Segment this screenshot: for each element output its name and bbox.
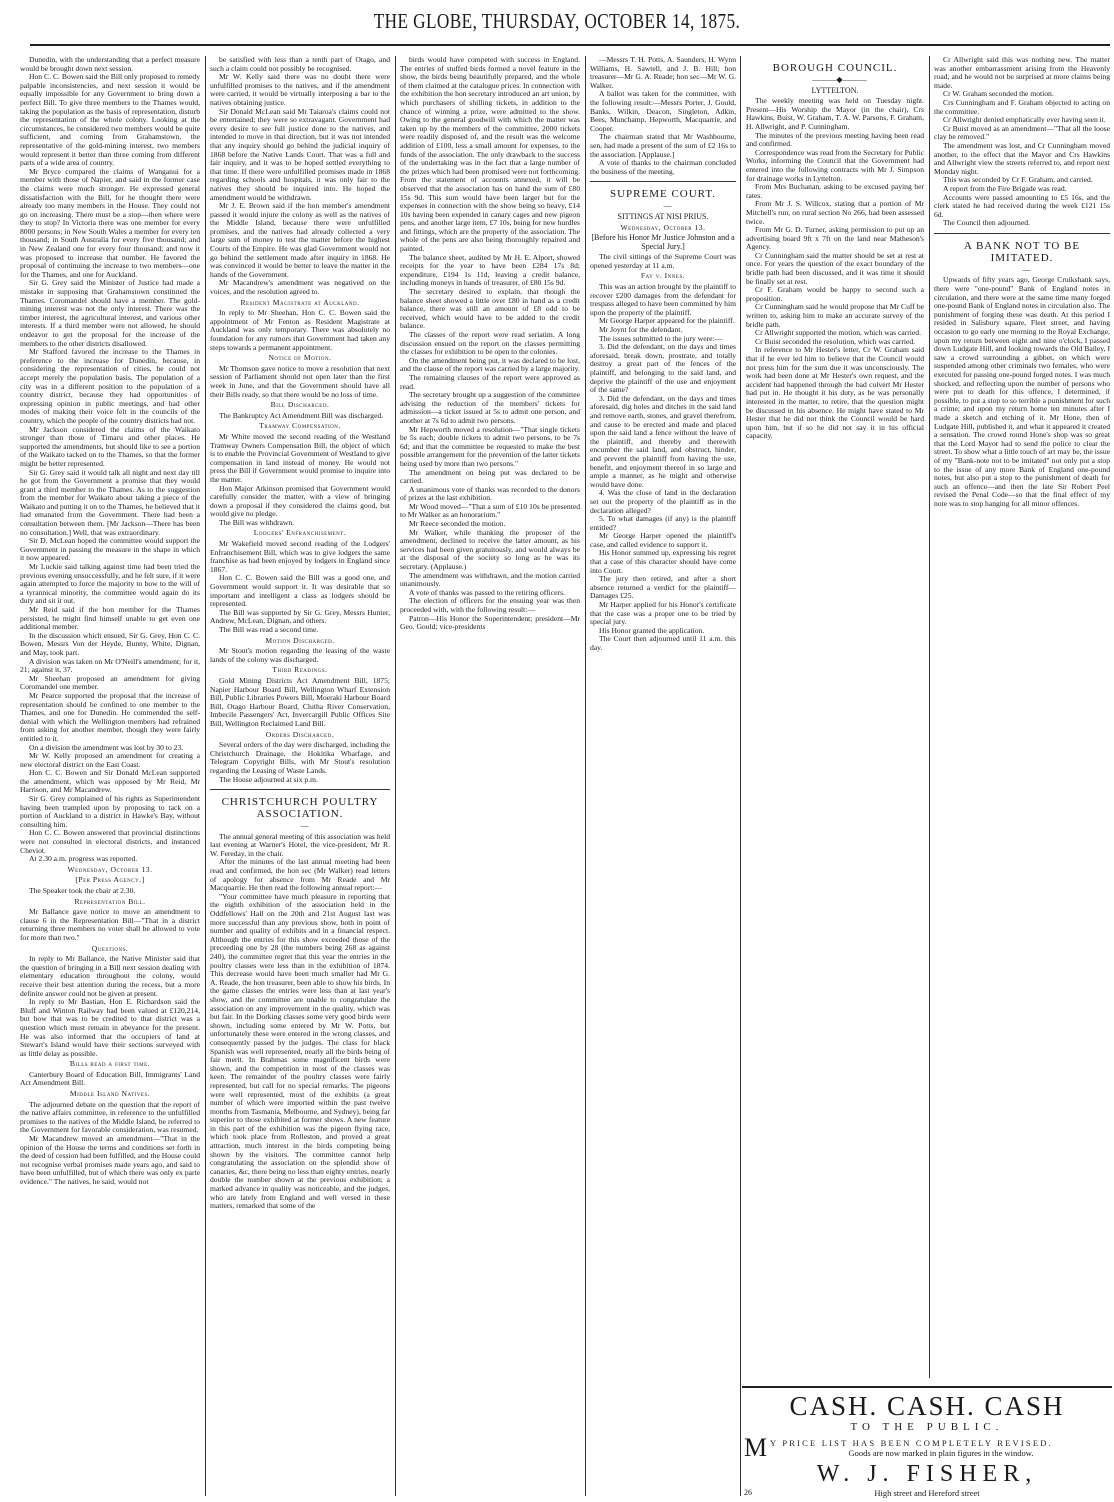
article-title: A BANK NOT TO BE IMITATED. (963, 239, 1081, 264)
paragraph: Cr Allwright denied emphatically ever having seen it. (943, 115, 1106, 125)
paragraph: Sir Donald McLean said Mr Taiaroa's claims could not be entertained; they were so extravagant. Government had every desire to see full justice done to the natives, and intended to move in that direction, but it was not intended that any inquiry should go behind the judicial inquiry of 1868 before the Native Lands Court. That was a full and fair inquiry, and it was to be hoped settled everything to that time. If there were unfulfilled promises made in 1868 regarding schools and hospitals, it was only fair to the natives they should be inquired into. He hoped the amendment would be withdrawn. (210, 106, 390, 202)
ad-drop-initial: M (744, 1433, 768, 1462)
section-heading: Lodgers' Enfranchisement. (253, 528, 347, 538)
paragraph: Hon C. C. Bowen answered that provincial distinctions were not consulted in electoral districts, and instanced Cheviot. (20, 828, 200, 855)
section-heading: Resident Magistrate at Auckland. (240, 297, 360, 307)
paragraph: Sir G. Grey said the Minister of Justice had made a mistake in supposing that Grahamstown constituted the Thames. Coromandel should have a member. The gold-mining interest was not the only interest. There was the timber interest, the agricultural interest, and various other interests. If a third member were not allowed, he should endeavor to get the proposal for the increase of the members to the other districts disallowed. (20, 278, 200, 348)
paragraph: Mr Hepworth moved a resolution—"That single tickets be 5s each; double tickets to admit two persons, to be 7s 6d; and that the committee be requested to make the best possible arrangement for the prevention of the latter tickets being used by more than two persons." (400, 424, 580, 468)
paragraph: Mr Macandrew's amendment was negatived on the voices, and the resolution agreed to. (210, 278, 390, 297)
paragraph: Mr Pearce supported the proposal that the increase of representation should be confined to one member to the Thames, and one for Dunedin. He commended the self-denial with which the Wellington members had refrained from asking for another member, though they were fairly entitled to it. (20, 690, 200, 743)
column-divider (740, 56, 741, 1496)
ornament-divider: — (1022, 264, 1031, 274)
ad-number: 26 (744, 1487, 752, 1497)
paragraph: Gold Mining Districts Act Amendment Bill, 1875; Napier Harbour Board Bill, Wellington Wharf Extension Bill, Public Libraries Powers Bill, Moeraki Harbour Board Bill, Otago Harbour Board, Clutha River Conservation, Imbecile Passengers' Act, Invercargill Public Offices Site Bill, Wellington Reclaimed Land Bill. (210, 675, 390, 728)
paragraph: Hon C. C. Bowen and Sir Donald McLean supported the amendment, which was opposed by Mr Reid, Mr Harrison, and Mr Macandrew. (20, 768, 200, 795)
paragraph: 3. Did the defendant, on the days and times aforesaid, break down, prostrate, and totally destroy a great part of the fences of the plaintiff, and belonging to the said land, and deprive the plaintiff of the use and enjoyment of the same? (590, 342, 736, 395)
paragraph: Mr W. Kelly said there was no doubt there were unfulfilled promises to the natives, and if the amendment were carried, it would be virtually interposing a bar to the natives obtaining justice. (210, 72, 390, 107)
section-heading: Questions. (91, 943, 129, 953)
paragraph: The issues submitted to the jury were:— (599, 333, 723, 343)
paragraph: From Mr J. S. Willcox, stating that a portion of Mr Mitchell's run, on rural section No 266, had been assessed twice. (746, 199, 924, 226)
ornament-divider: — (663, 201, 672, 211)
paragraph: The amendment was lost, and Cr Cunningham moved another, to the effect that the Mayor and Crs Hawkins and Allwright view the streets referred to, and report next Monday night. (934, 140, 1110, 176)
section-heading: Middle Island Natives. (69, 1089, 151, 1099)
paragraph: The Court then adjourned until 11 a.m. this day. (590, 634, 736, 652)
paragraph: The Bill was supported by Sir G. Grey, Messrs Hunter, Andrew, McLean, Dignan, and others. (210, 607, 390, 626)
paragraph: Correspondence was read from the Secretary for Public Works, informing the Council that the Government had entered into the following contracts with Mr J. Simpson for drainage works in Lyttelton. (746, 147, 924, 183)
paragraph: Cr Allwright supported the motion, which was carried. (755, 328, 921, 338)
paragraph: A vote of thanks to the chairman concluded the business of the meeting. (590, 158, 736, 176)
paragraph: Sir G. Grey complained of his rights as Superintendent having been trampled upon by proposing to tack on a portion of Auckland to a district in Hawke's Bay, without consulting him. (20, 794, 200, 829)
paragraph: His Honor summed up, expressing his regret that a case of this character should have come into Court. (590, 548, 736, 575)
paragraph: Hon Major Atkinson promised that Government would carefully consider the matter, with a view of bringing down a proposal if they considered the claims good, but would give no pledge. (210, 483, 390, 519)
column-divider (585, 56, 586, 1496)
paragraph: Cr Allwright said this was nothing new. The matter was another embarrassment arising from the Heavenly road, and he would not be surprised at more claims being made. (934, 56, 1110, 90)
paragraph: Mr Stout's motion regarding the leasing of the waste lands of the colony was discharged. (210, 646, 390, 664)
paragraph: This was seconded by Cr F. Graham, and carried. (943, 175, 1093, 185)
paragraph: Mr Luckie said talking against time had been tried the previous evening unsuccessfully, and he felt sure, if it were again attempted to force the majority to bow to the will of a tyrannical minority, the committee would again do its duty and sit it out. (20, 562, 200, 606)
paragraph: 5. To what damages (if any) is the plaintiff entitled? (590, 514, 736, 532)
column-divider (395, 56, 396, 1496)
ad-subhead: TO THE PUBLIC. (850, 1421, 1004, 1433)
paragraph: The Bill was read a second time. (219, 625, 319, 634)
section-heading: Third Readings. (272, 665, 328, 675)
paragraph: The balance sheet, audited by Mr H. E. Alport, showed receipts for the year to have been £284 17s 8d; expenditure, £194 1s 11d, leaving a credit balance, including moneys in hands of treasurer, of £80 15s 9d. (400, 252, 580, 288)
article-subtitle: LYTTELTON. (811, 85, 859, 95)
paragraph: The secretary desired to explain, that though the balance sheet showed a little over £80 in hand as a credit balance, there was still an amount of £8 odd to be received, which would have to be added to the credit balance. (400, 287, 580, 331)
section-heading: Notice of Motion. (268, 353, 332, 363)
paragraph: After the minutes of the last annual meeting had been read and confirmed, the hon sec (Mr Walker) read letters of apology for absence from Mr Reade and Mr Macquarrie. He then read the following annual report:— (210, 857, 390, 893)
paragraph: The jury then retired, and after a short absence returned a verdict for the plaintiff—Damages £25. (590, 574, 736, 601)
paragraph: The amendment was withdrawn, and the motion carried unanimously. (400, 570, 580, 589)
paragraph: Hon C. C. Bowen said the Bill only proposed to remedy palpable inconsistencies, and next session it would be equally impossible for any Government to bring down a perfect Bill. To give three members to the Thames would, taking the population as the basis of representation, disturb the representation of the whole colony. Looking at the circumstances, he considered two members would be quite sufficient, and coming from Grahamstown, the representative of the gold-mining interest, two members would represent it better than three coming from different parts of a wide area of country. (20, 72, 200, 168)
section-heading: Fay v. Innes. (640, 271, 686, 281)
paragraph: From Mrs Buchanan, asking to be excused paying her rates. (746, 182, 924, 200)
paragraph: 4. Was the close of land in the declaration set out the property of the plaintiff as in the declaration alleged? (590, 488, 736, 515)
paragraph: This was an action brought by the plaintiff to recover £200 damages from the defendant for trespass alleged to have been committed by him upon the property of the plaintiff. (590, 282, 736, 317)
column-divider (205, 56, 206, 1496)
paragraph: Sir G. Grey said it would talk all night and next day till he got from the Government a promise that they would grant a third member to the Thames. As to the suggestion from the member for Waikato about taking a piece of the Waikato and putting it on to the Thames, he believed that it had emanated from the Government. There had been a consultation between them. [Mr Jackson—There has been no consultation.] Well, that was extraordinary. (20, 467, 200, 537)
paragraph: The minutes of the previous meeting having been read and confirmed. (746, 130, 924, 149)
ad-address: High street and Hereford street (874, 1487, 980, 1498)
paragraph: Mr Stafford favored the increase to the Thames in preference to the increase for Dunedin, because, in considering the representation of cities, he could not accept merely the population basis. The population of a city was in a different position to the population of a country district, because they had opportunities of expressing opinion in public meetings, and had other modes of making their voice felt in the councils of the country, which the people of the country districts had not. (20, 347, 200, 425)
paragraph: Mr Jackson considered the claims of the Waikato stronger than those of Timaru and other places. He supported the amendments, but should like to see a portion of the Waikato tacked on to the Thames, so that the former might be better represented. (20, 424, 200, 468)
paragraph: Upwards of fifty years ago, George Cruikshank says, there were "one-pound" Bank of England notes in circulation, and there were at the same time many forged one-pound Bank of England notes in circulation also. The punishment of forging these was death. At this period I resided in Salisbury square, Fleet street, and having occasion to go early one morning to the Royal Exchange, upon my return between eight and nine o'clock, I passed down Ludgate Hill, and looking towards the Old Bailey, I saw a crowd surrounding a gibbet, on which were suspended among other criminals two females, who were executed for passing one-pound forged notes. I was much shocked, and reflecting upon the number of persons who were put to death for this offence, I determined, if possible, to put a stop to so terrible a punishment for such a crime; and upon my return home ten minutes after I made a sketch and etching of it. Mr Hone, then of Ludgate Hill, published it, and what it appeared it created a sensation. The crowd round Hone's shop was so great that the Lord Mayor had to send the police to clear the street. To show what a little touch of art may be, the issue of my "Bank-note not to be imitated" not only put a stop to the issue of any more Bank of England one-pound notes, but also put a stop to the punishment of death for such an offence—and then the late Sir Robert Peel revised the Penal Code—so that the final effect of my note was to stop hanging for all minor offences. (934, 275, 1110, 508)
ad-price-lines (770, 1438, 1112, 1458)
paragraph: Mr White moved the second reading of the Westland Tramway Owners Compensation Bill, the object of which is to enable the Provincial Government of Westland to give compensation in land instead of money. He would not press the Bill if Government would promise to inquire into the matter. (210, 431, 390, 484)
ornament-divider: ———◆——— (812, 75, 867, 84)
article-rule (210, 789, 390, 790)
paragraph: Dunedin, with the understanding that a perfect measure would be brought down next session. (20, 56, 200, 73)
paragraph: 3. Did the defendant, on the days and times aforesaid, dig holes and ditches in the said land and remove earth, stones, and gravel therefrom, and cause to be erected and made and placed upon the said land a fence without the leave of the plaintiff, and thereby and therewith encumber the said land, and obstruct, hinder, and prevent the plaintiff from having the use, benefit, and enjoyment thereof in so large and ample a manner, as he might and otherwise would have done. (590, 393, 736, 489)
paragraph: Several orders of the day were discharged, including the Christchurch Drainage, the Hokitika Wharfage, and Telegram Copyright Bills, with Mr Stout's resolution regarding the Leasing of Waste Lands. (210, 740, 390, 775)
paragraph: —Messrs T. H. Potts, A. Saunders, H. Wynn Williams, H. Sawtell, and J. B. Hill; hon treasurer—Mr G. A. Reade; hon sec—Mr W. G. Walker. (590, 56, 736, 90)
article-subtitle: [Before his Honor Mr Justice Johnston and a Special Jury.] (591, 233, 735, 251)
paragraph: On the amendment being put, it was declared to be lost, and the clause of the report was carried by a large majority. (400, 355, 580, 374)
section-heading: Bill Discharged. (270, 400, 330, 410)
section-heading: Wednesday, October 13. (67, 864, 153, 874)
paragraph: At 2.30 a.m. progress was reported. (29, 854, 138, 864)
ad-price-block (742, 1435, 1112, 1461)
column-4 (590, 56, 736, 1496)
paragraph: On a division the amendment was lost by 30 to 23. (29, 742, 184, 752)
paragraph: Mr Wakefield moved second reading of the Lodgers' Enfranchisement Bill, which was to give lodgers the same franchise as had been enjoyed by lodgers in England since 1867. (210, 539, 390, 574)
article-rule (934, 233, 1110, 234)
paragraph: The Bill was withdrawn. (219, 517, 295, 527)
section-heading: Tramway Compensation. (259, 421, 341, 431)
paragraph: Cr Buist moved as an amendment—"That all the loose clay be removed." (934, 123, 1110, 142)
paragraph: A unanimous vote of thanks was recorded to the donors of prizes at the last exhibition. (400, 484, 580, 503)
paragraph: Canterbury Board of Education Bill, Immigrants' Land Act Amendment Bill. (20, 1069, 200, 1088)
paragraph: Mr Reid said if the hon member for the Thames persisted, he might find himself unable to get even one additional member. (20, 605, 200, 632)
paragraph: In reply to Mr Sheehan, Hon C. C. Bowen said the appointment of Mr Fenton as Resident Magistrate at Auckland was only temporary. There was absolutely no foundation for any rumors that Government had taken any steps towards a permanent appointment. (210, 308, 390, 352)
article-title: BOROUGH COUNCIL. (772, 62, 898, 74)
ad-footer (742, 1487, 1112, 1498)
column-1 (20, 56, 200, 1496)
paragraph: In reply to Mr Bastian, Hon E. Richardson said the Bluff and Winton Railway had been valued at £120,214, but how that was to be credited to that district was a question which must remain in abeyance for the present. He was also informed that the occupiers of land at Stewart's Island would have their sections surveyed with as little delay as possible. (20, 997, 200, 1058)
section-heading: Orders Discharged. (265, 729, 335, 739)
ad-note: Goods are now marked in plain figures in the window. (848, 1448, 1034, 1458)
paragraph: Sir D. McLean hoped the committee would support the Government in passing the measure in the shape in which it now appeared. (20, 536, 200, 563)
paragraph: The Council then adjourned. (943, 218, 1030, 228)
paragraph: The Speaker took the chair at 2.30. (29, 886, 136, 895)
paragraph: Cr W. Graham seconded the motion. (943, 89, 1054, 99)
paragraph: A ballot was taken for the committee, with the following result:—Messrs Porter, J. Gould, Banks, Wilkin, Deacon, Singleton, Adkin, Bees, Munchamp, Hepworth, Macquarrie, and Cooper. (590, 89, 736, 133)
section-heading: Bills read a first time. (69, 1059, 151, 1069)
paragraph: Cr Cunningham said the matter should be set at rest at once. For years the question of the exact boundary of the bridle path had been discussed, and it was time it should be finally set at rest. (746, 250, 924, 286)
paragraph: In reply to Mr Ballance, the Native Minister said that the question of bringing in a Bill next session dealing with elementary education throughout the colony, would receive their best attention during the recess, but a more definite answer could not be given at present. (20, 954, 200, 998)
paragraph: The amendment on being put was declared to be carried. (400, 467, 580, 486)
paragraph: The secretary brought up a suggestion of the committee advising the reduction of the members' tickets for admission—a ticket issued at 5s to admit one person, and another at 7s 6d to admit two persons. (400, 390, 580, 425)
paragraph: Mr Reece seconded the motion. (409, 519, 506, 529)
ad-merchant-name: W. J. FISHER, (816, 1461, 1038, 1487)
paragraph: The adjourned debate on the question that the report of the native affairs committee, in reference to the unfulfilled promises to the natives of the Middle Island, be referred to the Government for favorable consideration, was resumed. (20, 1099, 200, 1135)
paragraph: Hon C. C. Bowen said the Bill was a good one, and Government would support it. It was desirable that so important and intelligent a class as lodgers should be represented. (210, 573, 390, 609)
paragraph: The Bankruptcy Act Amendment Bill was discharged. (219, 410, 384, 420)
paragraph: Mr George Harper opened the plaintiff's case, and called evidence to support it. (590, 531, 736, 549)
advertisement-fisher (742, 1386, 1112, 1502)
paragraph: The election of officers for the ensuing year was then proceeded with, with the following result:— (400, 596, 580, 614)
paragraph: Mr Joynt for the defendant. (599, 325, 683, 335)
paragraph: The civil sittings of the Supreme Court was opened yesterday at 11 a.m. (590, 252, 736, 270)
paragraph: Mr George Harper appeared for the plaintiff. (599, 316, 735, 326)
paragraph: Patron—His Honor the Superintendent; president—Mr Geo. Gould; vice-presidents (400, 613, 580, 632)
column-5 (746, 56, 924, 1378)
paragraph: Cr F. Graham would be happy to second such a proposition. (746, 285, 924, 303)
paragraph: The weekly meeting was held on Tuesday night. Present—His Worship the Mayor (in the chair), Crs Hawkins, Buist, W. Graham, T. A. W. Parsons, F. Graham, H. Allwright, and P. Cunningham. (746, 96, 924, 131)
paragraph: The classes of the report were read seriatim. A long discussion ensued on the report on the classes permitting the classes for exhibition to be open to the colonies. (400, 330, 580, 357)
paragraph: In the discussion which ensued, Sir G. Grey, Hon C. C. Bowen, Messrs Von der Heyde, Bunny, White, Dignan, and May, took part. (20, 630, 200, 657)
ad-price-text: Y PRICE LIST HAS BEEN COMPLETELY REVISED. (770, 1438, 1053, 1448)
section-heading: [Per Press Agency.] (75, 875, 145, 885)
column-2 (210, 56, 390, 1496)
masthead: THE GLOBE, THURSDAY, OCTOBER 14, 1875. (373, 9, 741, 33)
paragraph: Mr Walker, while thanking the proposer of the amendment, declined to receive the latter amount, as his services had been given gratuitously, and would always be at the disposal of the society so long as he was its secretary. (Applause.) (400, 527, 580, 572)
paragraph: Mr Wood moved—"That a sum of £10 10s be presented to Mr Walker as an honorarium." (400, 501, 580, 520)
paragraph: A report from the Fire Brigade was read. (943, 183, 1067, 193)
column-divider (929, 56, 930, 1378)
masthead-rule (30, 44, 1110, 46)
paragraph: Mr Harper applied for his Honor's certificate that the case was a proper one to be tried by special jury. (590, 600, 736, 627)
paragraph: Mr Macandrew moved an amendment—"That in the opinion of the House the terms and conditions set forth in the deed of cession had been fulfilled, and the House could not recognise verbal promises made years ago, and said to have been unfulfilled, but of which there was only ex parte evidence." The natives, he said, would not (20, 1134, 200, 1186)
paragraph: A division was taken on Mr O'Neill's amendment; for it, 21; against it, 37. (20, 656, 200, 675)
paragraph: The annual general meeting of this association was held last evening at Warner's Hotel, the vice-president, Mr R. W. Fereday, in the chair. (210, 831, 390, 858)
section-heading: Motion Discharged. (265, 635, 335, 645)
paragraph: "Your committee have much pleasure in reporting that the eighth exhibition of the association held in the Oddfellows' Hall on the 20th and 21st August last was more successful than any previous show, both in point of number and quality of exhibits and in a financial respect. Although the entries for this show exceeded those of the preceeding one by 28 (the numbers being 268 as against 240), the committee regret that this year the entries in the poultry classes were less than in the exhibition of 1874. This decrease would have been much smaller had Mr G. A. Reade, the hon treasurer, been able to show his birds. In the game classes the entries were less than at last year's show, and the committee are unable to congratulate the association on any improvement in the quality, which was but fair. In the Dorking classes some very good birds were shown, including some entered by Mr W. Potts, but unfortunately these were entered in the wrong classes, and consequently passed by the judges. The class for black Spanish was well represented, nearly all the birds being of fair merit. In Brahmas some magnificent birds were shown, and the competition in most of the classes was keen. The remainder of the poultry classes were fairly represented, but call for no special remarks. The pigeons were well represented, most of the exhibits (a great number of which were imported within the past twelve months from Tasmania, Melbourne, and Sydney), being far superior to those exhibited at former shows. A new feature in this part of the exhibition was the pigeon flying race, which took place from Rolleston, and proved a great attraction, much interest in the birds competing being shown by the visitors. The committee cannot help congratulating the association on the splendid show of canaries, &c, there being no less than eighty entries, nearly double the number shown at the previous exhibition; a marked advance in quality was noticeable, and the judges, who are lately from England and well versed in these matters, remarked that some of the (210, 891, 390, 1211)
paragraph: Mr J. E. Brown said if the hon member's amendment passed it would injure the colony as well as the natives of the Middle Island, because there were unfulfilled promises, and the natives had already collected a very large sum of money to test the matter before the highest Courts of the Empire. He was glad Government would not go behind the settlement made after inquiry in 1868. He was convinced it would be better to leave the matter in the hands of the Government. (210, 201, 390, 279)
article-title: SUPREME COURT. (609, 188, 717, 201)
paragraph: From Mr G. D. Turner, asking permission to put up an advertising board 9ft x 7ft on the land near Matheson's Agency. (746, 225, 924, 252)
section-heading: Representation Bill. (74, 896, 146, 906)
paragraph: Cr Buist seconded the resolution, which was carried. (755, 336, 916, 346)
article-subtitle: SITTINGS AT NISI PRIUS. (617, 211, 709, 221)
paragraph: The House adjourned at six p.m. (219, 774, 318, 784)
article-title: CHRISTCHURCH POULTRY ASSOCIATION. (221, 796, 379, 821)
paragraph: A vote of thanks was passed to the retiring officers. (409, 587, 565, 597)
ad-headline: CASH. CASH. CASH (789, 1391, 1065, 1421)
column-6 (934, 56, 1110, 1378)
article-rule (590, 181, 736, 182)
paragraph: Crs Cunningham and F. Graham objected to acting on the committee. (934, 97, 1110, 116)
paragraph: His Honor granted the application. (599, 625, 705, 635)
paragraph: Mr Ballance gave notice to move an amendment to clause 6 in the Representation Bill—"That in a district returning three members no voter shall be allowed to vote for more than two." (20, 907, 200, 942)
paragraph: In reference to Mr Hester's letter, Cr W. Graham said that if he ever led him to believe that the Council would not press him for the sum due it was unconsciously. The work had been done at Mr Hester's own request, and the accident had happened through the bad culvert Mr Hester had put in. He thought it his duty, as he was personally interested in the matter, to retire, that the question might be discussed in his absence. He might have stated to Mr Hester that he did not think the Council would be hard upon him, but if so he did not say it in his official capacity. (746, 345, 924, 441)
paragraph: Mr Thomson gave notice to move a resolution that next session of Parliament should not open later than the first week in June, and that the Government should have all their Bills ready, so that there would be no loss of time. (210, 363, 390, 399)
paragraph: Cr Cunningham said he would propose that Mr Cuff be written to, asking him to make an accurate survey of the bridle path. (746, 302, 924, 329)
paragraph: Accounts were passed amounting to £5 16s, and the clerk stated he had received during the week £121 15s 6d. (934, 192, 1110, 219)
paragraph: be satisfied with less than a tenth part of Otago, and such a claim could not possibly be recognised. (210, 56, 390, 73)
paragraph: The chairman stated that Mr Washbourne, sen, had made a present of the sum of £2 16s to the association. [Applause.] (590, 132, 736, 159)
paragraph: Mr W. Kelly proposed an amendment for creating a new electoral district on the East Coast. (20, 751, 200, 769)
paragraph: The remaining clauses of the report were approved as read. (400, 372, 580, 391)
ornament-divider: — (300, 821, 309, 831)
paragraph: birds would have competed with success in England. The entries of stuffed birds formed a novel feature in the show, the birds being beautifully prepared, and the whole of them claimed at the catalogue prices. In connection with the exhibition the hon secretary introduced an art union, by which purchasers of shilling tickets, in addition to the chance of winning a prize, were admitted to the show. Owing to the general goodwill with which the matter was taken up by the members of the committee, 2000 tickets were readily disposed of, and the result was the welcome addition of £100, less a small amount for expenses, to the funds of the association. The only drawback to the success of the undertaking was in the fact that a large number of the prizes which had been promised were not forthcoming. From the statement of accounts annexed, it will be observed that the association has on hand the sum of £80 15s 9d. This sum would have been larger but for the expenses in connection with the show being so heavy, £14 10s having been expended in canary cages and new pigeon pens, and another large item, £7 10s, being for new hurdles and fittings, which are the property of the association. The whole of the pens are also being thoroughly repaired and painted. (400, 56, 580, 254)
column-3 (400, 56, 580, 1496)
section-heading: Wednesday, October 13. (620, 222, 706, 232)
paragraph: Mr Sheehan proposed an amendment for giving Coromandel one member. (20, 673, 200, 692)
paragraph: Mr Bryce compared the claims of Wanganui for a member with those of Napier, and said in the former case the claims were much stronger. He expressed general dissatisfaction with the Bill, for he thought there were already too many members in the House. They could not go on increasing. There must be a stop—then where were they to stop? In Victoria there was one member for every 8000 persons; in New South Wales a member for every ten thousand; in South Australia for every five thousand; and in New Zealand one for every four thousand; and now it was proposed to increase that number. He favored the proposal of continuing the increase to two members—one for the Thames, and one for Auckland. (20, 166, 200, 279)
